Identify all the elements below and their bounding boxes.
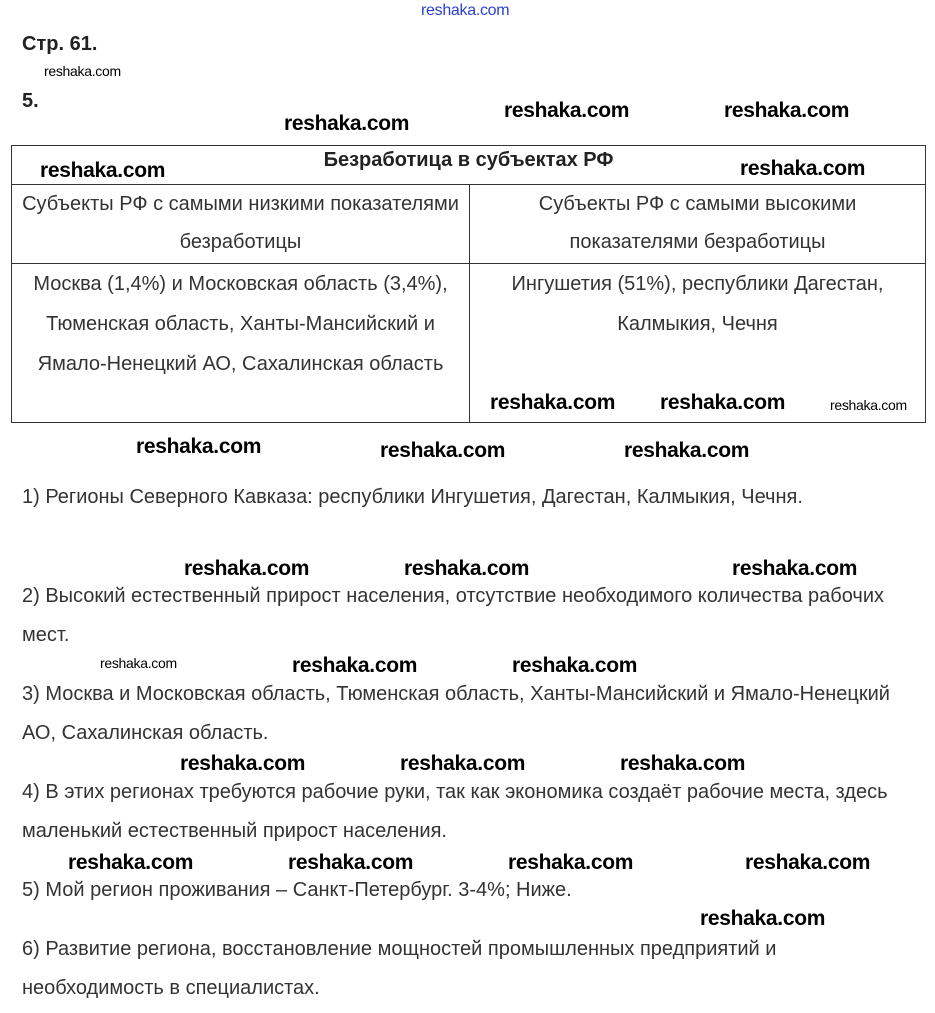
watermark: reshaka.com xyxy=(660,391,786,414)
watermark: reshaka.com xyxy=(292,654,418,677)
answer-3: 3) Москва и Московская область, Тюменская область, Ханты-Мансийский и Ямало-Ненецкий АО, Сахалинская область. xyxy=(22,683,890,744)
watermark: reshaka.com xyxy=(404,557,530,580)
table-header-highest: Субъекты РФ с самыми высокими показателями безработицы xyxy=(470,185,926,264)
watermark: reshaka.com xyxy=(44,63,121,79)
task-number: 5. xyxy=(22,90,39,112)
watermark: reshaka.com xyxy=(68,851,194,874)
page-label: Стр. 61. xyxy=(22,33,98,55)
watermark: reshaka.com xyxy=(732,557,858,580)
watermark: reshaka.com xyxy=(512,654,638,677)
watermark: reshaka.com xyxy=(740,157,866,180)
watermark: reshaka.com xyxy=(830,397,907,413)
watermark: reshaka.com xyxy=(136,435,262,458)
watermark: reshaka.com xyxy=(284,112,410,135)
table-cell-lowest: Москва (1,4%) и Московская область (3,4%), Тюменская область, Ханты-Мансийский и Ямало-Ненецкий АО, Сахалинская область xyxy=(12,264,470,423)
watermark: reshaka.com xyxy=(700,907,826,930)
watermark: reshaka.com xyxy=(745,851,871,874)
watermark: reshaka.com xyxy=(620,752,746,775)
table-cell-highest: Ингушетия (51%), республики Дагестан, Калмыкия, Чечня xyxy=(470,264,926,423)
watermark: reshaka.com xyxy=(380,439,506,462)
unemployment-table xyxy=(11,145,926,423)
table-header-lowest: Субъекты РФ с самыми низкими показателями безработицы xyxy=(12,185,470,264)
watermark: reshaka.com xyxy=(100,655,177,671)
watermark: reshaka.com xyxy=(421,2,510,19)
answer-5: 5) Мой регион проживания – Санкт-Петербург. 3-4%; Ниже. xyxy=(22,879,572,901)
watermark: reshaka.com xyxy=(504,99,630,122)
watermark: reshaka.com xyxy=(40,159,166,182)
watermark: reshaka.com xyxy=(724,99,850,122)
watermark: reshaka.com xyxy=(400,752,526,775)
answer-2: 2) Высокий естественный прирост населения, отсутствие необходимого количества рабочих мест. xyxy=(22,585,885,646)
answer-6: 6) Развитие региона, восстановление мощностей промышленных предприятий и необходимость в специалистах. xyxy=(22,938,777,999)
answer-4: 4) В этих регионах требуются рабочие руки, так как экономика создаёт рабочие места, здесь маленький естественный прирост населения. xyxy=(22,781,888,842)
table-title: Безработица в субъектах РФ xyxy=(12,146,926,185)
watermark: reshaka.com xyxy=(508,851,634,874)
watermark: reshaka.com xyxy=(184,557,310,580)
answer-1: 1) Регионы Северного Кавказа: республики Ингушетия, Дагестан, Калмыкия, Чечня. xyxy=(22,486,803,508)
watermark: reshaka.com xyxy=(624,439,750,462)
watermark: reshaka.com xyxy=(288,851,414,874)
watermark: reshaka.com xyxy=(490,391,616,414)
watermark: reshaka.com xyxy=(180,752,306,775)
